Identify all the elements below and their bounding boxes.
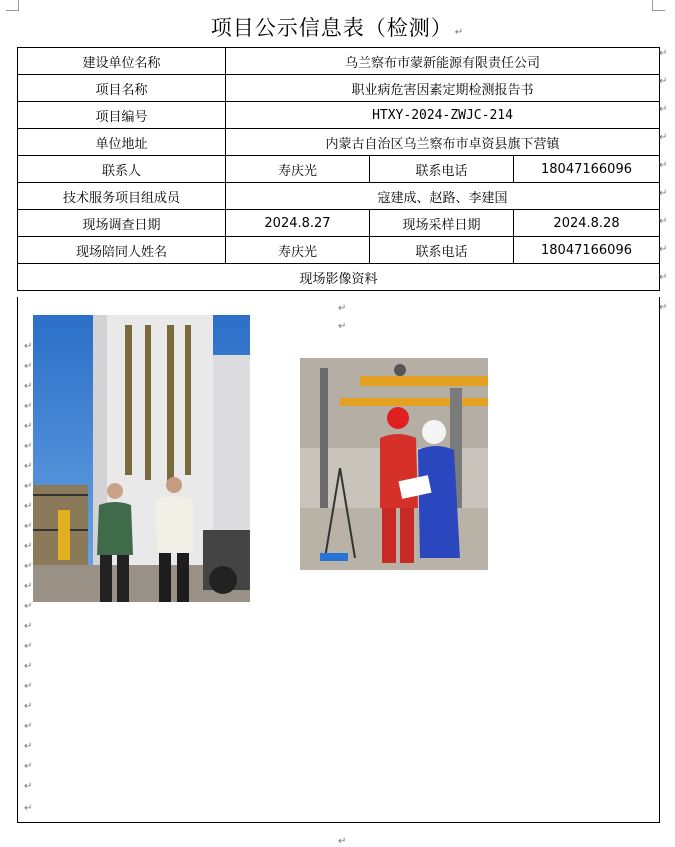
table-row [18,129,660,156]
phone-label: 联系电话 [370,156,514,183]
row-end-mark-icon: ↵ [659,48,668,59]
paragraph-mark-icon: ↵ [24,803,33,814]
document-title [0,12,675,42]
row-end-mark-icon: ↵ [659,272,668,283]
paragraph-mark-icon: ↵ [24,561,33,572]
phone2-label: 联系电话 [370,237,514,264]
paragraph-mark-icon: ↵ [24,761,33,772]
paragraph-mark-icon: ↵ [24,681,33,692]
row-end-mark-icon: ↵ [659,160,668,171]
paragraph-mark-icon: ↵ [24,481,33,492]
paragraph-mark-icon: ↵ [24,421,33,432]
company-value: 乌兰察布市蒙新能源有限责任公司 [226,48,660,75]
phone-value: 18047166096 [514,156,660,183]
table-row [18,210,660,237]
paragraph-mark-icon: ↵ [24,461,33,472]
company-label: 建设单位名称 [18,48,226,75]
paragraph-mark-icon: ↵ [24,381,33,392]
paragraph-mark-icon: ↵ [24,621,33,632]
page-corner-mark [6,0,19,11]
site-photo-sampling [300,358,488,570]
contact-label: 联系人 [18,156,226,183]
paragraph-mark-icon: ↵ [24,641,33,652]
code-value: HTXY-2024-ZWJC-214 [226,102,660,129]
survey-date-value: 2024.8.27 [226,210,370,237]
paragraph-mark-icon: ↵ [338,836,347,847]
sampling-photo-image [300,358,488,570]
paragraph-mark-icon: ↵ [24,701,33,712]
project-label: 项目名称 [18,75,226,102]
sample-date-label: 现场采样日期 [370,210,514,237]
paragraph-mark-icon: ↵ [24,741,33,752]
paragraph-mark-icon: ↵ [24,521,33,532]
paragraph-mark-icon: ↵ [24,361,33,372]
address-value: 内蒙古自治区乌兰察布市卓资县旗下营镇 [226,129,660,156]
escort-value: 寿庆光 [226,237,370,264]
paragraph-mark-icon: ↵ [24,401,33,412]
paragraph-mark-icon: ↵ [24,541,33,552]
paragraph-mark-icon: ↵ [454,27,465,38]
row-end-mark-icon: ↵ [659,104,668,115]
row-end-mark-icon: ↵ [659,188,668,199]
escort-label: 现场陪同人姓名 [18,237,226,264]
table-row [18,183,660,210]
code-label: 项目编号 [18,102,226,129]
row-end-mark-icon: ↵ [659,244,668,255]
paragraph-mark-icon: ↵ [24,581,33,592]
document-title-text: 项目公示信息表（检测） [210,16,453,40]
row-end-mark-icon: ↵ [659,132,668,143]
row-end-mark-icon: ↵ [659,76,668,87]
paragraph-mark-icon: ↵ [24,781,33,792]
project-info-table [17,47,660,291]
address-label: 单位地址 [18,129,226,156]
page-corner-mark [652,0,665,11]
row-end-mark-icon: ↵ [659,302,668,313]
team-value: 寇建成、赵路、李建国 [226,183,660,210]
team-label: 技术服务项目组成员 [18,183,226,210]
table-row [18,156,660,183]
paragraph-mark-icon: ↵ [24,601,33,612]
project-value: 职业病危害因素定期检测报告书 [226,75,660,102]
table-row [18,75,660,102]
table-row [18,264,660,291]
site-photo-building [33,315,250,602]
paragraph-mark-icon: ↵ [338,303,347,314]
table-row [18,102,660,129]
row-end-mark-icon: ↵ [659,216,668,227]
photos-header: 现场影像资料 [18,264,660,291]
paragraph-mark-icon: ↵ [24,661,33,672]
paragraph-mark-icon: ↵ [24,501,33,512]
table-row [18,48,660,75]
sample-date-value: 2024.8.28 [514,210,660,237]
phone2-value: 18047166096 [514,237,660,264]
table-row [18,237,660,264]
paragraph-mark-icon: ↵ [24,441,33,452]
contact-value: 寿庆光 [226,156,370,183]
photos-cell [17,297,660,823]
paragraph-mark-icon: ↵ [338,321,347,332]
paragraph-mark-icon: ↵ [24,721,33,732]
building-photo-image [33,315,250,602]
paragraph-mark-icon: ↵ [24,341,33,352]
survey-date-label: 现场调查日期 [18,210,226,237]
